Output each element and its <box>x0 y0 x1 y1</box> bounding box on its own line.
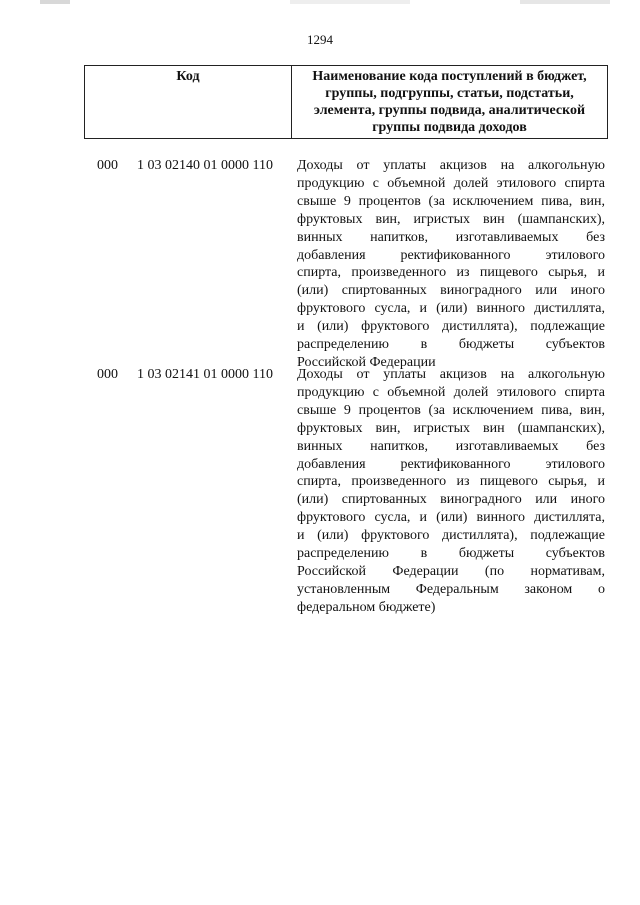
description-line: добавления ректификованного этилового <box>297 247 605 263</box>
revenue-code: 1 03 02141 01 0000 110 <box>137 367 273 382</box>
description-line: Доходы от уплаты акцизов на алкогольную <box>297 367 605 382</box>
description-line: Доходы от уплаты акцизов на алкогольную <box>297 158 605 173</box>
description-line: спирта, произведенного из пищевого сырья, и <box>297 265 605 281</box>
scan-artifact <box>40 0 70 4</box>
scan-artifact <box>290 0 410 4</box>
description-line: продукцию с объемной долей этилового спирта <box>297 384 605 400</box>
description-line: (или) спиртованных виноградного или иного <box>297 283 605 299</box>
header-name-line: группы подвида доходов <box>372 120 527 135</box>
description-line: (или) спиртованных виноградного или иного <box>297 492 605 508</box>
header-name-line: элемента, группы подвида, аналитической <box>313 103 586 118</box>
row-description <box>297 157 605 372</box>
page-number: 1294 <box>307 32 333 47</box>
description-line: федеральном бюджете) <box>297 599 436 615</box>
description-line: распределению в бюджеты субъектов <box>297 546 605 562</box>
header-code: Код <box>85 66 292 139</box>
description-line: винных напитков, изготавливаемых без <box>297 438 605 454</box>
description-line: установленным Федеральным законом о <box>297 581 605 597</box>
description-line: фруктовых вин, игристых вин (шампанских), <box>297 211 605 227</box>
description-line: свыше 9 процентов (за исключением пива, вин, <box>297 193 605 209</box>
description-line: продукцию с объемной долей этилового спирта <box>297 175 605 191</box>
admin-code: 000 <box>97 367 118 382</box>
admin-code: 000 <box>97 158 118 173</box>
description-line: фруктового сусла, и (или) винного дистиллята, <box>297 510 605 526</box>
table-header <box>84 65 608 139</box>
description-line: и (или) фруктового дистиллята), подлежащие <box>297 319 605 335</box>
header-name-line: группы, подгруппы, статьи, подстатьи, <box>325 86 574 101</box>
description-line: свыше 9 процентов (за исключением пива, вин, <box>297 402 605 418</box>
description-line: Российской Федерации (по нормативам, <box>297 563 605 579</box>
description-line: винных напитков, изготавливаемых без <box>297 229 605 245</box>
description-line: спирта, произведенного из пищевого сырья, и <box>297 474 605 490</box>
description-line: Российской Федерации <box>297 354 436 370</box>
revenue-code: 1 03 02140 01 0000 110 <box>137 158 273 173</box>
description-line: распределению в бюджеты субъектов <box>297 337 605 353</box>
description-line: фруктовых вин, игристых вин (шампанских), <box>297 420 605 436</box>
header-name <box>292 66 608 139</box>
description-line: добавления ректификованного этилового <box>297 456 605 472</box>
description-line: фруктового сусла, и (или) винного дистиллята, <box>297 301 605 317</box>
scan-artifact <box>520 0 610 4</box>
header-name-line: Наименование кода поступлений в бюджет, <box>312 69 587 84</box>
row-description <box>297 366 605 617</box>
description-line: и (или) фруктового дистиллята), подлежащие <box>297 528 605 544</box>
